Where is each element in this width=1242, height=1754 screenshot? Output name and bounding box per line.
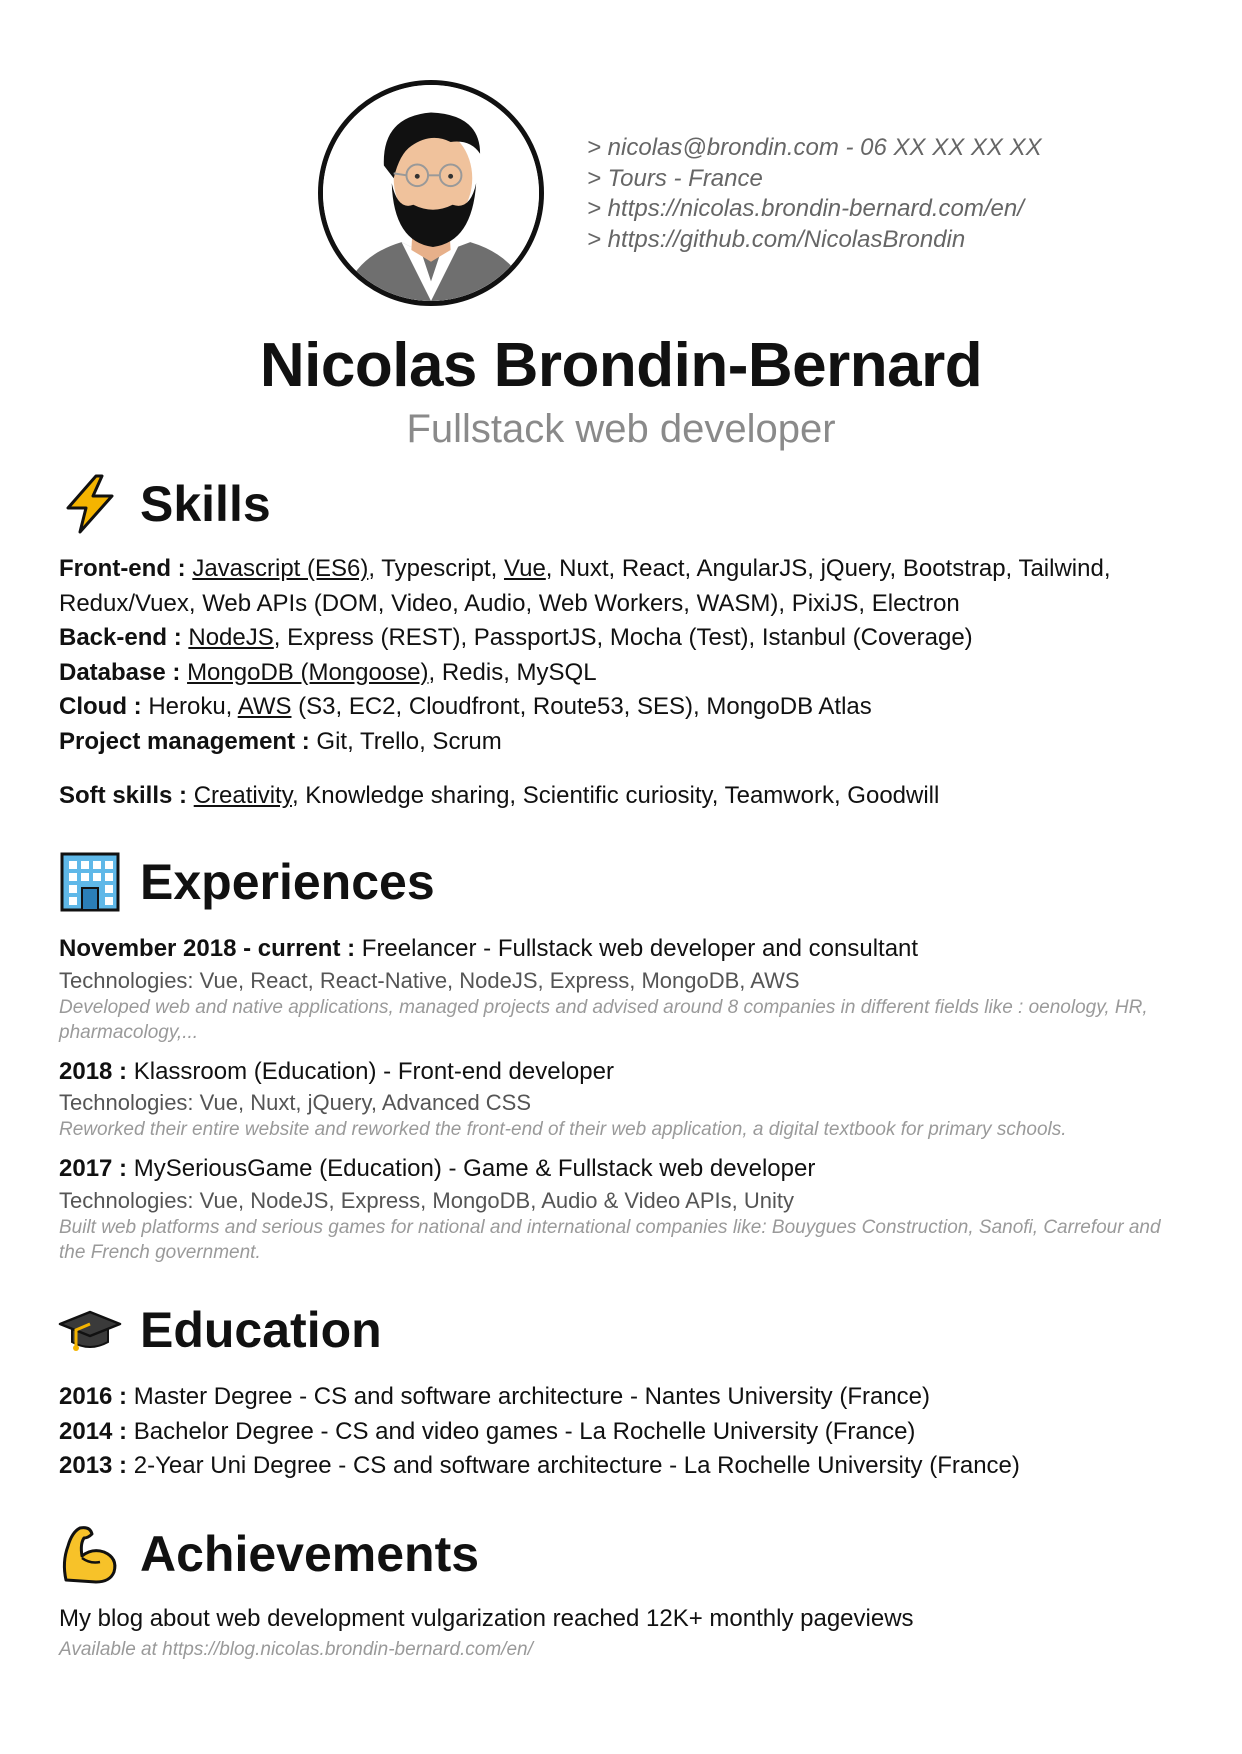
avatar-illustration [323,85,539,301]
education-year: 2014 : [59,1417,128,1445]
skill-highlight: Creativity [193,782,292,809]
skill-highlight: MongoDB (Mongoose) [187,658,429,686]
education-item [59,1380,1189,1415]
experience-description: Developed web and native applications, managed projects and advised around 8 companies in different fields like : oenology, HR, pharmacology,... [59,996,1148,1043]
experience-title: MySeriousGame (Education) - Game & Fullstack web developer [133,1155,816,1182]
skill-label: Soft skills : [59,782,188,809]
skills-list [59,552,1189,814]
skills-heading [58,472,271,536]
experience-date: 2017 : [59,1155,128,1182]
skill-label: Project management : [59,727,310,755]
skill-text: , Nuxt, React, AngularJS, jQuery, Bootstrap, Tailwind, [545,555,1111,582]
skill-row-soft-skills [59,779,1189,814]
experience-item [59,932,1189,1045]
experience-headline [59,1152,1189,1187]
experiences-list [59,932,1189,1275]
experience-technologies: Technologies: Vue, Nuxt, jQuery, Advanced CSS [59,1090,532,1115]
education-text: Bachelor Degree - CS and video games - La Rochelle University (France) [133,1417,916,1445]
job-title: Fullstack web developer [406,407,836,451]
skill-row-frontend-cont: Redux/Vuex, Web APIs (DOM, Video, Audio, Web Workers, WASM), PixiJS, Electron [59,589,960,617]
skill-label: Cloud : [59,693,142,720]
skill-label: Front-end : [59,555,186,582]
contact-info [587,133,1042,255]
skill-text: Git, Trello, Scrum [316,727,502,755]
contact-email-phone[interactable]: > nicolas@brondin.com - 06 XX XX XX XX [587,134,1042,161]
education-year: 2013 : [59,1452,128,1479]
experience-headline [59,1055,1189,1090]
skill-highlight: Javascript (ES6) [192,555,369,582]
achievement-text: My blog about web development vulgarization reached 12K+ monthly pageviews [59,1605,914,1632]
experience-description: Reworked their entire website and reworked the front-end of their web application, a digital textbook for primary schools. [59,1119,1067,1140]
education-list [59,1380,1189,1484]
flexed-biceps-icon [58,1522,122,1586]
experience-title: Freelancer - Fullstack web developer and consultant [361,935,919,962]
experience-date: 2018 : [59,1057,128,1085]
skill-text: Heroku, [148,693,238,720]
education-heading [58,1298,382,1362]
experiences-heading [58,850,435,914]
experiences-title: Experiences [140,854,435,910]
experience-date: November 2018 - current : [59,935,356,962]
profile-avatar [318,80,544,306]
contact-location: > Tours - France [587,164,763,192]
lightning-bolt-icon [58,472,122,536]
skill-row-frontend [59,552,1189,587]
achievements-title: Achievements [140,1526,480,1582]
office-building-icon [58,850,122,914]
skill-row-project-management [59,725,1189,760]
education-title: Education [140,1302,382,1358]
education-item [59,1449,1189,1484]
skill-text: , Knowledge sharing, Scientific curiosity, Teamwork, Goodwill [291,782,940,809]
graduation-cap-icon [58,1298,122,1362]
achievements-heading [58,1522,479,1586]
skill-highlight: Vue [503,555,546,582]
skill-label: Back-end : [59,624,182,651]
experience-description: Built web platforms and serious games for national and international companies like: Bouygues Construction, Sanofi, Carrefour and the French government. [59,1216,1161,1263]
education-text: Master Degree - CS and software architecture - Nantes University (France) [133,1383,931,1410]
contact-website-link[interactable]: > https://nicolas.brondin-bernard.com/en/ [587,195,1024,222]
full-name: Nicolas Brondin-Bernard [259,331,983,400]
achievements-list [59,1602,1189,1662]
experience-title: Klassroom (Education) - Front-end developer [133,1057,614,1085]
experience-item [59,1152,1189,1265]
skill-highlight: NodeJS [188,624,274,651]
skill-text: (S3, EC2, Cloudfront, Route53, SES), MongoDB Atlas [291,693,872,720]
skill-row-database [59,656,1189,691]
experience-headline [59,932,1189,967]
education-year: 2016 : [59,1383,128,1410]
skill-text: , Express (REST), PassportJS, Mocha (Test), Istanbul (Coverage) [273,624,973,651]
education-text: 2-Year Uni Degree - CS and software architecture - La Rochelle University (France) [133,1452,1020,1479]
skills-title: Skills [140,476,271,532]
achievement-link[interactable]: Available at https://blog.nicolas.brondin-bernard.com/en/ [59,1638,533,1660]
skill-text: , Redis, MySQL [428,658,597,686]
experience-technologies: Technologies: Vue, React, React-Native, NodeJS, Express, MongoDB, AWS [59,967,800,993]
skill-highlight: AWS [237,693,292,720]
experience-technologies: Technologies: Vue, NodeJS, Express, MongoDB, Audio & Video APIs, Unity [59,1187,794,1213]
skill-row-cloud [59,690,1189,725]
experience-item [59,1055,1189,1143]
education-item [59,1415,1189,1450]
contact-github-link[interactable]: > https://github.com/NicolasBrondin [587,225,966,253]
skill-text: , Typescript, [368,555,504,582]
skill-label: Database : [59,658,181,686]
skill-row-backend [59,621,1189,656]
